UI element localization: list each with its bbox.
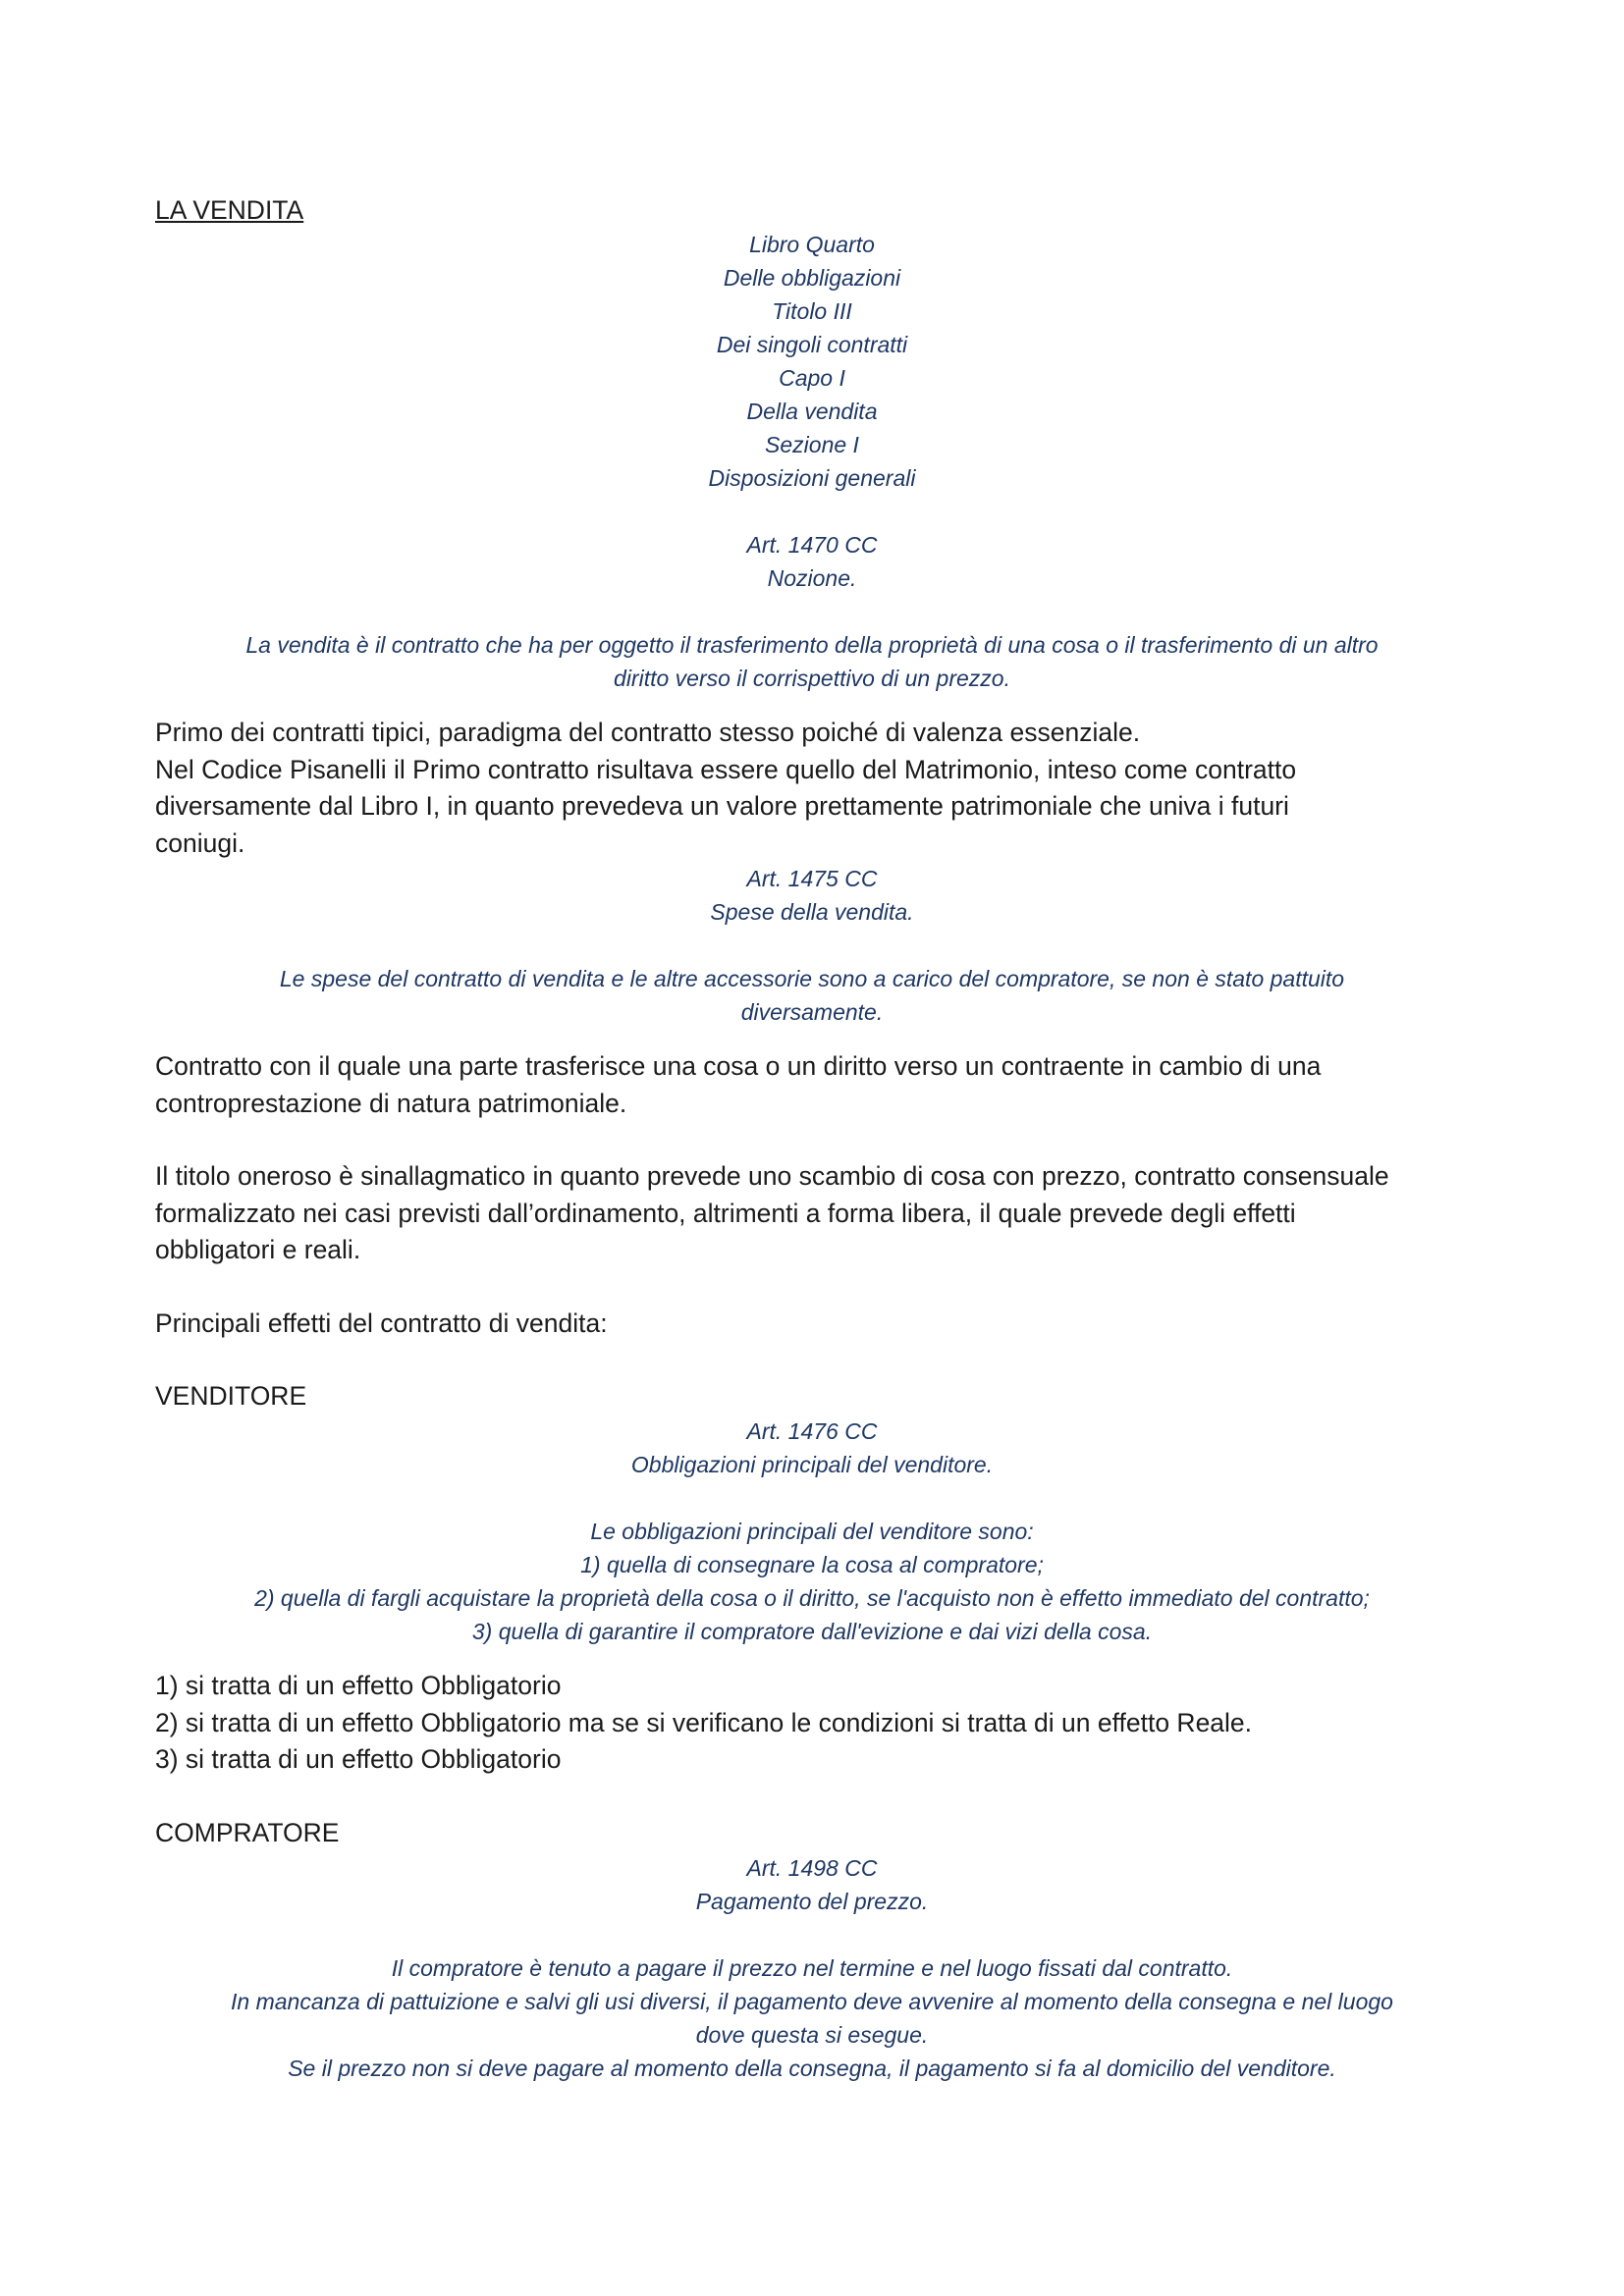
- article-text: 2) quella di fargli acquistare la proprietà della cosa o il diritto, se l'acquisto non è effetto immediato del contratto;: [254, 1585, 1370, 1611]
- article-ref: Art. 1470 CC: [746, 532, 878, 558]
- article-1476: [155, 1415, 1469, 1648]
- list-item: 2) si tratta di un effetto Obbligatorio ma se si verificano le condizioni si tratta di un effetto Reale.: [155, 1707, 1253, 1737]
- article-1470: [155, 528, 1469, 695]
- paragraph-line: Il titolo oneroso è sinallagmatico in quanto prevede uno scambio di cosa con prezzo, contratto consensuale: [155, 1161, 1389, 1191]
- code-header-line: Dei singoli contratti: [716, 332, 908, 357]
- article-text: In mancanza di pattuizione e salvi gli usi diversi, il pagamento deve avvenire al momento della consegna e nel luogo: [231, 1988, 1393, 2014]
- article-heading: Pagamento del prezzo.: [695, 1888, 929, 1914]
- code-header-line: Disposizioni generali: [708, 465, 916, 491]
- code-header-line: Capo I: [779, 365, 845, 391]
- code-header-line: Sezione I: [765, 432, 859, 457]
- list-item: 1) si tratta di un effetto Obbligatorio: [155, 1671, 562, 1700]
- article-heading: Obbligazioni principali del venditore.: [630, 1452, 994, 1477]
- article-heading: Nozione.: [767, 565, 857, 591]
- article-ref: Art. 1498 CC: [746, 1854, 878, 1881]
- paragraph-line: diversamente dal Libro I, in quanto prevedeva un valore prettamente patrimoniale che univa i futuri: [155, 791, 1289, 821]
- paragraph-line: controprestazione di natura patrimoniale.: [155, 1088, 627, 1118]
- article-text: diritto verso il corrispettivo di un prezzo.: [614, 666, 1010, 691]
- code-header-line: Della vendita: [746, 399, 878, 424]
- section-heading-venditore: VENDITORE: [155, 1381, 307, 1411]
- paragraph-line: formalizzato nei casi previsti dall’ordinamento, altrimenti a forma libera, il quale prevede degli effetti: [155, 1198, 1296, 1228]
- article-text: dove questa si esegue.: [695, 2021, 929, 2048]
- paragraph-line: coniugi.: [155, 828, 245, 858]
- paragraph-line: Primo dei contratti tipici, paradigma del contratto stesso poiché di valenza essenziale.: [155, 718, 1141, 747]
- effects-list: [155, 1668, 1469, 1779]
- article-heading: Spese della vendita.: [710, 899, 914, 925]
- article-text: Le obbligazioni principali del venditore sono:: [590, 1519, 1034, 1544]
- paragraph-line: Contratto con il quale una parte trasferisce una cosa o un diritto verso un contraente in cambio di una: [155, 1051, 1322, 1081]
- article-text: Il compratore è tenuto a pagare il prezzo nel termine e nel luogo fissati dal contratto.: [391, 1954, 1233, 1981]
- paragraph-line: obbligatori e reali.: [155, 1235, 361, 1264]
- code-header-line: Titolo III: [772, 298, 852, 324]
- code-header-line: Delle obbligazioni: [723, 265, 901, 291]
- section-heading-compratore: COMPRATORE: [155, 1817, 340, 1847]
- article-1475: [155, 862, 1469, 1029]
- paragraph-effects-intro: Principali effetti del contratto di vendita:: [155, 1308, 608, 1338]
- code-header-line: Libro Quarto: [749, 232, 875, 257]
- page-title: LA VENDITA: [155, 195, 304, 225]
- paragraph-definition: [155, 1048, 1469, 1122]
- article-text: Se il prezzo non si deve pagare al momento della consegna, il pagamento si fa al domicilio del venditore.: [288, 2055, 1336, 2081]
- paragraph-intro: [155, 715, 1469, 862]
- article-text: La vendita è il contratto che ha per oggetto il trasferimento della proprietà di una cosa o il trasferimento di un altro: [245, 632, 1379, 658]
- article-1498: [155, 1851, 1469, 2085]
- article-text: diversamente.: [740, 999, 884, 1025]
- article-text: 3) quella di garantire il compratore dall'evizione e dai vizi della cosa.: [471, 1619, 1153, 1644]
- paragraph-line: Nel Codice Pisanelli il Primo contratto risultava essere quello del Matrimonio, inteso come contratto: [155, 754, 1297, 784]
- article-text: 1) quella di consegnare la cosa al compratore;: [580, 1552, 1044, 1577]
- article-ref: Art. 1475 CC: [746, 866, 878, 891]
- paragraph-onerous-title: [155, 1158, 1469, 1269]
- list-item: 3) si tratta di un effetto Obbligatorio: [155, 1744, 562, 1774]
- article-text: Le spese del contratto di vendita e le altre accessorie sono a carico del compratore, se non è stato pattuito: [279, 966, 1345, 991]
- code-header: [155, 228, 1469, 495]
- article-ref: Art. 1476 CC: [746, 1418, 878, 1444]
